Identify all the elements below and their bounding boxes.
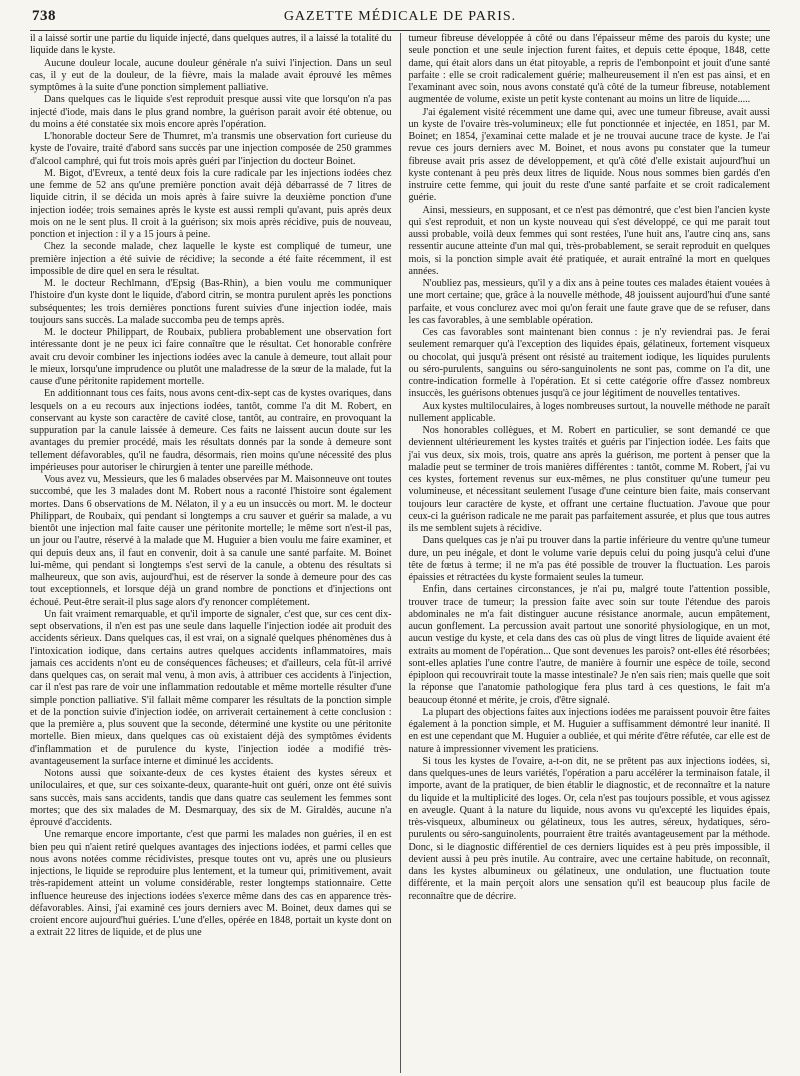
page-header	[30, 8, 770, 31]
paragraph: En additionnant tous ces faits, nous avons cent-dix-sept cas de kystes ovariques, dans lesquels on a eu recours aux injections iodées, tantôt, comme l'a dit M. Robert, en conservant au kyste son caractère de cavité close, tantôt, au contraire, en provoquant la suppuration par la canule laissée à demeure. Ces faits ne laissent aucun doute sur les avantages du premier procédé, mais les résultats donnés par la sonde à demeure sont tellement défavorables, qu'il ne faudra, désormais, rien moins qu'une nécessité des plus impérieuses pour autoriser le chirurgien à tenter une pareille méthode.	[30, 388, 392, 473]
paragraph: Chez la seconde malade, chez laquelle le kyste est compliqué de tumeur, une première injection a été suivie de récidive; la seconde a été faite récemment, il est impossible de dire quel en sera le résultat.	[30, 241, 392, 277]
paragraph: Dans quelques cas le liquide s'est reproduit presque aussi vite que lorsqu'on n'a pas injecté d'iode, mais dans le plus grand nombre, la guérison parait avoir été obtenue, ou du moins a été constatée six mois encore après l'opération.	[30, 94, 392, 130]
paragraph: Enfin, dans certaines circonstances, je n'ai pu, malgré toute l'attention possible, trouver trace de tumeur; la pression faite avec soin sur toute l'étendue des parois abdominales ne m'a fait distinguer aucune résistance anormale, aucun empâtement, aucun gonflement. La percussion avait partout une sonorité physiologique, en un mot, aucun vestige du kyste, et cela dans des cas où plus de vingt litres de liquide avaient été extraits au moment de l'opération... Que sont devenues les parois? ont-elles été résorbées; sont-elles aplaties l'une contre l'autre, de manière à fournir une espèce de toile, second épiploon qui recouvrirait toute la masse intestinale? Je n'en sais rien; mais quelle que soit la réponse que l'anatomie pathologique fera plus tard à ces questions, le fait m'a beaucoup étonné et mérite, je crois, d'être signalé.	[408, 584, 770, 706]
paragraph: Une remarque encore importante, c'est que parmi les malades non guéries, il en est bien peu qui n'aient retiré quelques avantages des injections iodées, et parmi celles que nous avons notées comme récidivistes, presque toutes ont vu, après une ou plusieurs injections, le liquide se reproduire plus lentement, et la tumeur qui, primitivement, avait très-rapidement atteint un volume considérable, rester longtemps stationnaire. Cette influence heureuse des injections iodées s'exerce même dans des cas en apparence très-défavorables. Ainsi, j'ai examiné ces jours derniers avec M. Boinet, deux dames qui se croient encore aujourd'hui guéries. L'une d'elles, opérée en 1848, portait un kyste dont on a extrait 22 litres de liquide, et de plus une	[30, 829, 392, 939]
paragraph: il a laissé sortir une partie du liquide injecté, dans quelques autres, il a laissé la totalité du liquide dans le kyste.	[30, 33, 392, 57]
paragraph: Notons aussi que soixante-deux de ces kystes étaient des kystes séreux et uniloculaires, et que, sur ces soixante-deux, quarante-huit ont guéri, onze ont été suivis sans succès, mais sans accidents, tandis que dans quatre cas seulement les femmes sont mortes; que des six malades de M. Desmarquay, des six de M. Giraldès, aucune n'a éprouvé d'accidents.	[30, 768, 392, 828]
running-title: GAZETTE MÉDICALE DE PARIS.	[283, 9, 517, 24]
paragraph: Aux kystes multiloculaires, à loges nombreuses surtout, la nouvelle méthode ne paraît nullement applicable.	[408, 400, 770, 424]
paragraph: M. Bigot, d'Evreux, a tenté deux fois la cure radicale par les injections iodées chez une femme de 52 ans qu'une première ponction avait déjà débarrassé de 7 litres de liquide citrin, il se décida un mois après à faire suivre la deuxième ponction d'une injection iodée; trois semaines après le kyste est aussi rempli qu'avant, puis après deux mois on ne le sent plus. Il croit à la guérison; six mois après récidive, puis de nouveau, ponction et injection : il y a 15 jours à peine.	[30, 167, 392, 240]
page-number: 738	[32, 8, 56, 24]
text-columns	[30, 33, 770, 1073]
paragraph: tumeur fibreuse développée à côté ou dans l'épaisseur même des parois du kyste; une seule ponction et une seule injection furent faites, et depuis cette époque, 1848, cette dame, qui était alors dans un état pitoyable, a repris de l'embonpoint et jouit d'une santé parfaite : elle se croit radicalement guérie; malheureusement il n'en est pas ainsi, et en l'examinant avec soin, nous avons constaté qu'à côté de la tumeur fibreuse, notablement augmentée de volume, existe un petit kyste contenant au moins un litre de liquide.....	[408, 33, 770, 106]
paragraph: Si tous les kystes de l'ovaire, a-t-on dit, ne se prêtent pas aux injections iodées, si, dans quelques-unes de leurs variétés, l'opération a paru accélérer la terminaison fatale, il importe, avant de la pratiquer, de bien établir le diagnostic, et de reconnaître et la nature du liquide et la multiplicité des loges. Or, cela n'est pas toujours possible, et vous agissez en aveugle. Quant à la nature du liquide, nous avons vu qu'excepté les liquides épais, très-visqueux, albumineux ou gélatineux, tous les autres, séreux, hydatiques, séro-purulents ou séro-sanguinolents, pourraient être traités avantageusement par la méthode. Donc, si le diagnostic différentiel de ces derniers liquides est à peu près impossible, il devient aussi à peu près inutile. Au contraire, avec une certaine habitude, on reconnaît, dans les kystes albumineux ou gélatineux, une ondulation, une fluctuation toute différente, et la main perçoit alors une sensation qu'il est beaucoup plus facile de reconnaître que de décrire.	[408, 755, 770, 902]
paragraph: Un fait vraiment remarquable, et qu'il importe de signaler, c'est que, sur ces cent dix-sept observations, il n'en est pas une seule dans laquelle l'injection iodée ait produit des accidents sérieux. Dans quelques cas, il est vrai, on a signalé quelques phénomènes dus à l'intoxication iodique, dans certains autres quelques accidents inflammatoires, mais jamais ces accidents n'ont eu de conséquences fâcheuses; et d'ailleurs, cela fût-il arrivé dans quelques cas, on serait mal venu, à mon avis, à attribuer ces accidents à l'injection, car il n'est pas rare de voir une inflammation redoutable et même mortelle résulter d'une simple ponction palliative. S'il fallait même comparer les résultats de la ponction simple et de la ponction suivie d'injection iodée, on arriverait certainement à cette conclusion : que la première a, plus souvent que la seconde, déterminé une kystite ou une péritonite mortelle. Bien mieux, dans quelques cas où existaient déjà des symptômes évidents d'inflammation et de purulence du kyste, l'injection iodée a modifié très-avantageusement la surface interne et diminué les accidents.	[30, 608, 392, 767]
paragraph: N'oubliez pas, messieurs, qu'il y a dix ans à peine toutes ces malades étaient vouées à une mort certaine; que, grâce à la nouvelle méthode, 48 jouissent aujourd'hui d'une santé parfaite, et vous conclurez avec moi qu'on ferait une faute grave que de se refuser, dans les cas favorables, à une semblable opération.	[408, 278, 770, 326]
paragraph: Nos honorables collègues, et M. Robert en particulier, se sont demandé ce que deviennent ultérieurement les kystes traités et guéris par l'injection iodée. Les faits que j'ai vus deux, six mois, trois, quatre ans après la guérison, me portent à penser que la maladie peut se terminer de trois manières différentes : tantôt, comme M. Robert, j'ai vu ces kystes, fortement revenus sur eux-mêmes, ne plus constituer qu'une tumeur peu volumineuse, et nécessitant seulement l'usage d'une ceinture bien faite, mais conservant toujours leur caractère de kyste, et offrant une certaine fluctuation. J'avoue que pour ceux-ci la guérison radicale ne me parait pas parfaitement assurée, et plus que tous autres ils me semblent sujets à récidive.	[408, 425, 770, 534]
paragraph: Aucune douleur locale, aucune douleur générale n'a suivi l'injection. Dans un seul cas, il y eut de la douleur, de la fièvre, mais la malade avait éprouvé les mêmes symptômes à la suite d'une ponction simplement palliative.	[30, 57, 392, 93]
paragraph: La plupart des objections faites aux injections iodées me paraissent pouvoir être faites également à la ponction simple, et M. Huguier a suffisamment démontré leur inanité. Il en est une cependant que M. Huguier a oubliée, et qui mérite d'être réfutée, car elle est de nature à impressionner vivement les praticiens.	[408, 706, 770, 755]
left-column	[30, 33, 400, 1073]
paragraph: M. le docteur Rechlmann, d'Epsig (Bas-Rhin), a bien voulu me communiquer l'histoire d'un kyste dont le liquide, d'abord citrin, se montra purulent après les ponctions subséquentes; les trois dernières ponctions furent suivies d'une injection iodée, mais toujours sans succès. La malade succomba peu de temps après.	[30, 278, 392, 326]
paragraph: Ces cas favorables sont maintenant bien connus : je n'y reviendrai pas. Je ferai seulement remarquer qu'à l'exception des liquides épais, gélatineux, fortement visqueux ou chocolat, qui jusqu'à présent ont résisté au traitement iodique, les liquides purulents ou séro-purulents, sanguins ou séro-sanguinolents ne sont pas, comme on l'a dit, une contre-indication formelle à l'opération. Et si cette catégorie offre d'assez nombreux insuccès, les guérisons obtenues jusqu'à ce jour légitiment de nouvelles tentatives.	[408, 327, 770, 400]
paragraph: Dans quelques cas je n'ai pu trouver dans la partie inférieure du ventre qu'une tumeur dure, un peu inégale, et dont le volume varie depuis celui du poing jusqu'à celui d'une tête de fœtus à terme; il ne m'a pas été possible de trouver la fluctuation. Les parois épaissies et rétractées du kyste formaient seules la tumeur.	[408, 535, 770, 583]
right-column	[401, 33, 771, 1073]
paragraph: M. le docteur Philippart, de Roubaix, publiera probablement une observation fort intéressante dont je ne peux ici faire connaître que le résultat. Cet honorable confrère avait cru devoir combiner les injections iodées avec la canule à demeure, tout allait pour le mieux, lorsqu'une imprudence ou plutôt une maladresse de la sœur de la malade, fut la cause d'une péritonite rapidement mortelle.	[30, 327, 392, 387]
paragraph: Ainsi, messieurs, en supposant, et ce n'est pas démontré, que c'est bien l'ancien kyste qui s'est reproduit, et non un kyste nouveau qui s'est développé, ce qui me parait tout aussi probable, voilà deux femmes qui sont restées, l'une huit ans, l'autre cinq ans, sans ressentir aucune atteinte d'un mal qui, très-probablement, se serait reproduit en quelques mois, si la ponction simple avait été pratiquée, et aurait entraîné la mort en quelques années.	[408, 204, 770, 277]
paragraph: Vous avez vu, Messieurs, que les 6 malades observées par M. Maisonneuve ont toutes succombé, que les 3 malades dont M. Robert nous a raconté l'histoire sont également mortes. Dans 6 observations de M. Nélaton, il y a eu un insuccès ou mort. M. le docteur Philippart, de Roubaix, qui pendant si longtemps a cru sauver et guérir sa malade, a vu bientôt une injection mal faite causer une péritonite mortelle; le même sort n'est-il pas, un jour ou l'autre, réservé à la malade que M. Huguier a bien voulu me faire examiner, et qui depuis deux ans, il faut en convenir, doit à sa canule une santé parfaite. M. Boinet lui-même, qui pendant si longtemps s'est servi de la canule, a obtenu des résultats si malheureux, que son avis, aujourd'hui, est de réserver la sonde à demeure pour des cas tout exceptionnels, et lorsque déjà un grand nombre de ponctions et d'injections ont échoué. Peut-être serait-il plus sage alors d'y renoncer complétement.	[30, 474, 392, 608]
paragraph: J'ai également visité récemment une dame qui, avec une tumeur fibreuse, avait aussi un kyste de l'ovaire très-volumineux; elle fut ponctionnée et injectée, en 1851, par M. Boinet; en 1854, j'examinai cette malade et je ne trouvai aucune trace de kyste. Je l'ai revue ces jours derniers avec M. Boinet, et nous avons pu constater que la tumeur fibreuse avait pris assez de développement, et qu'à côté d'elle existait aujourd'hui un kyste contenant à peu près deux litres de liquide. Nous nous sommes bien gardés d'en instruire cette femme, qui jouit du reste d'une santé parfaite et se croit radicalement guérie.	[408, 106, 770, 204]
paragraph: L'honorable docteur Sere de Thumret, m'a transmis une observation fort curieuse du kyste de l'ovaire, traité d'abord sans succès par une injection composée de 250 grammes d'alcool camphré, qui fut trois mois après guéri par l'injection du docteur Boinet.	[30, 131, 392, 167]
